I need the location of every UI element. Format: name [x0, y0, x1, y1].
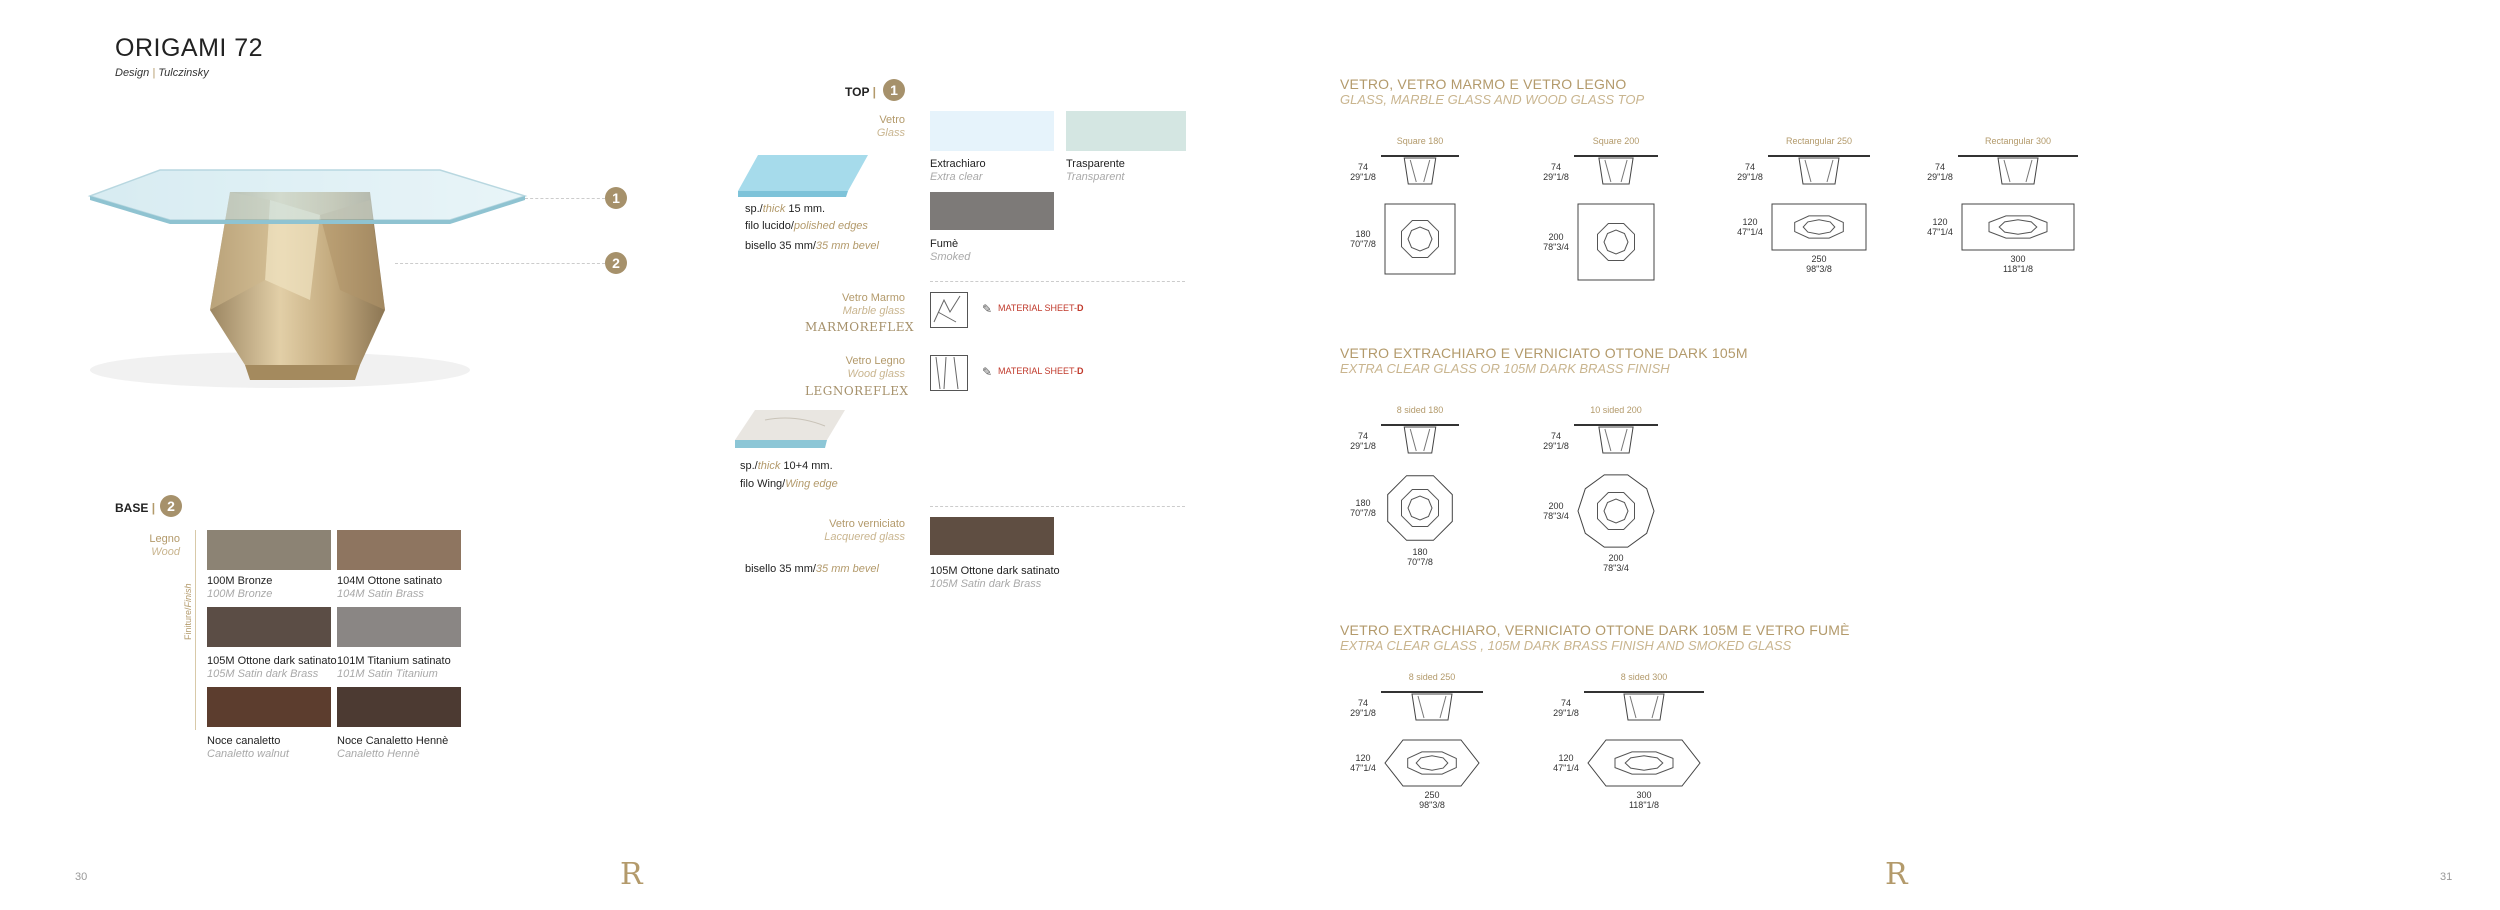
base-wood-label: Legno Wood	[149, 533, 180, 558]
drawing-name: Square 200	[1592, 136, 1640, 146]
wing-spec-edge: filo Wing/Wing edge	[740, 478, 838, 490]
base-swatch-100m	[207, 530, 331, 570]
drawing-name: 8 sided 300	[1620, 672, 1668, 682]
material-sheet-link-marble[interactable]: MATERIAL SHEET-D	[998, 303, 1084, 313]
width-dim: 300 118"1/8	[1628, 790, 1660, 810]
glass-spec-edges: filo lucido/polished edges	[745, 220, 868, 232]
height-dim: 74 29"1/8	[1553, 698, 1579, 718]
lacquered-glass-label: Vetro verniciato Lacquered glass	[824, 518, 905, 543]
base-finish-101m: 101M Titanium satinato 101M Satin Titanium	[337, 655, 451, 680]
base-number: 2	[160, 495, 182, 517]
swatch-fume	[930, 192, 1054, 230]
finish-extrachiaro: Extrachiaro Extra clear	[930, 158, 986, 183]
glass-edge-image	[738, 155, 868, 200]
lacquered-spec-bevel: bisello 35 mm/35 mm bevel	[745, 563, 879, 575]
table-drawing	[1538, 405, 1738, 565]
base-swatch-noce-henne	[337, 687, 461, 727]
legnoreflex-logo: LEGNOREFLEX	[805, 384, 909, 398]
depth-dim: 200 78"3/4	[1543, 232, 1569, 252]
wood-sample-icon	[930, 355, 968, 391]
drawing-2-2	[1538, 405, 1738, 575]
wing-spec-thick: sp./thick 10+4 mm.	[740, 460, 833, 472]
glass-spec-thick: sp./thick 15 mm.	[745, 203, 826, 215]
page-number-left: 30	[75, 871, 88, 883]
height-dim: 74 29"1/8	[1350, 162, 1376, 182]
section-1-heading: VETRO, VETRO MARMO E VETRO LEGNO GLASS, MARBLE GLASS AND WOOD GLASS TOP	[1340, 76, 1645, 107]
base-finish-104m: 104M Ottone satinato 104M Satin Brass	[337, 575, 443, 600]
drawing-name: 8 sided 250	[1408, 672, 1456, 682]
finish-trasparente: Trasparente Transparent	[1066, 158, 1125, 183]
width-dim: 300 118"1/8	[2002, 254, 2034, 274]
drawing-name: Square 180	[1396, 136, 1444, 146]
drawing-2-1	[1345, 405, 1545, 575]
section-3-heading: VETRO EXTRACHIARO, VERNICIATO OTTONE DARK 105M E VETRO FUMÈ EXTRA CLEAR GLASS , 105M DARK BRASS FINISH AND SMOKED GLASS	[1340, 622, 1850, 653]
swatch-trasparente	[1066, 111, 1186, 151]
table-drawing	[1345, 405, 1545, 565]
height-dim: 74 29"1/8	[1543, 431, 1569, 451]
drawing-name: 8 sided 180	[1396, 405, 1444, 415]
width-dim: 250 98"3/8	[1419, 790, 1445, 810]
height-dim: 74 29"1/8	[1350, 431, 1376, 451]
base-swatch-noce	[207, 687, 331, 727]
depth-dim: 200 78"3/4	[1543, 501, 1569, 521]
drawing-3-2	[1548, 672, 1748, 842]
base-divider	[195, 530, 196, 730]
height-dim: 74 29"1/8	[1543, 162, 1569, 182]
wing-glass-image	[735, 410, 845, 450]
base-finish-105m: 105M Ottone dark satinato 105M Satin dark Brass	[207, 655, 337, 680]
drawing-1-1	[1345, 136, 1545, 306]
depth-dim: 120 47"1/4	[1553, 753, 1579, 773]
page-number-right: 31	[2440, 871, 2453, 883]
base-swatch-104m	[337, 530, 461, 570]
finish-105m-lacquered: 105M Ottone dark satinato 105M Satin dark Brass	[930, 565, 1060, 590]
top-number: 1	[883, 79, 905, 101]
width-dim: 180 70"7/8	[1407, 547, 1433, 567]
base-finish-100m: 100M Bronze 100M Bronze	[207, 575, 273, 600]
base-swatch-101m	[337, 607, 461, 647]
brand-logo-right: R	[1885, 857, 1908, 892]
section-2-heading: VETRO EXTRACHIARO E VERNICIATO OTTONE DARK 105M EXTRA CLEAR GLASS OR 105M DARK BRASS FINISH	[1340, 345, 1748, 376]
depth-dim: 180 70"7/8	[1350, 498, 1376, 518]
height-dim: 74 29"1/8	[1927, 162, 1953, 182]
marble-glass-label: Vetro Marmo Marble glass	[842, 292, 905, 317]
swatch-105m-lacquered	[930, 517, 1054, 555]
height-dim: 74 29"1/8	[1350, 698, 1376, 718]
base-finish-label: Finiture/Finish	[183, 583, 193, 640]
brand-logo-left: R	[620, 857, 643, 892]
base-finish-noce: Noce canaletto Canaletto walnut	[207, 735, 289, 760]
table-drawing	[1538, 136, 1738, 296]
depth-dim: 120 47"1/4	[1927, 217, 1953, 237]
clip-icon: ✎	[982, 365, 993, 379]
drawing-1-4	[1922, 136, 2122, 306]
width-dim: 250 98"3/8	[1806, 254, 1832, 274]
height-dim: 74 29"1/8	[1737, 162, 1763, 182]
product-image	[70, 160, 550, 390]
depth-dim: 120 47"1/4	[1737, 217, 1763, 237]
base-heading: BASE |	[115, 501, 156, 515]
callout-2: 2	[605, 252, 627, 274]
table-drawing	[1345, 136, 1545, 296]
base-swatch-105m	[207, 607, 331, 647]
swatch-extrachiaro	[930, 111, 1054, 151]
wood-glass-label: Vetro Legno Wood glass	[845, 355, 905, 380]
material-sheet-link-wood[interactable]: MATERIAL SHEET-D	[998, 366, 1084, 376]
page-title: ORIGAMI 72	[115, 34, 264, 62]
width-dim: 200 78"3/4	[1603, 553, 1629, 573]
drawing-1-3	[1732, 136, 1932, 306]
glass-spec-bevel: bisello 35 mm/35 mm bevel	[745, 240, 879, 252]
callout-1: 1	[605, 187, 627, 209]
depth-dim: 120 47"1/4	[1350, 753, 1376, 773]
marmoreflex-logo: MARMOREFLEX	[805, 320, 915, 334]
designer-credit: Design | Tulczinsky	[115, 67, 209, 79]
finish-fume: Fumè Smoked	[930, 238, 971, 263]
drawing-name: Rectangular 300	[1984, 136, 2052, 146]
marble-sample-icon	[930, 292, 968, 328]
base-finish-noce-henne: Noce Canaletto Hennè Canaletto Hennè	[337, 735, 449, 760]
drawing-3-1	[1345, 672, 1545, 842]
drawing-1-2	[1538, 136, 1738, 306]
top-heading: TOP |	[845, 85, 876, 99]
drawing-name: Rectangular 250	[1785, 136, 1853, 146]
glass-label: Vetro Glass	[876, 114, 905, 139]
drawing-name: 10 sided 200	[1590, 405, 1642, 415]
depth-dim: 180 70"7/8	[1350, 229, 1376, 249]
clip-icon: ✎	[982, 302, 993, 316]
